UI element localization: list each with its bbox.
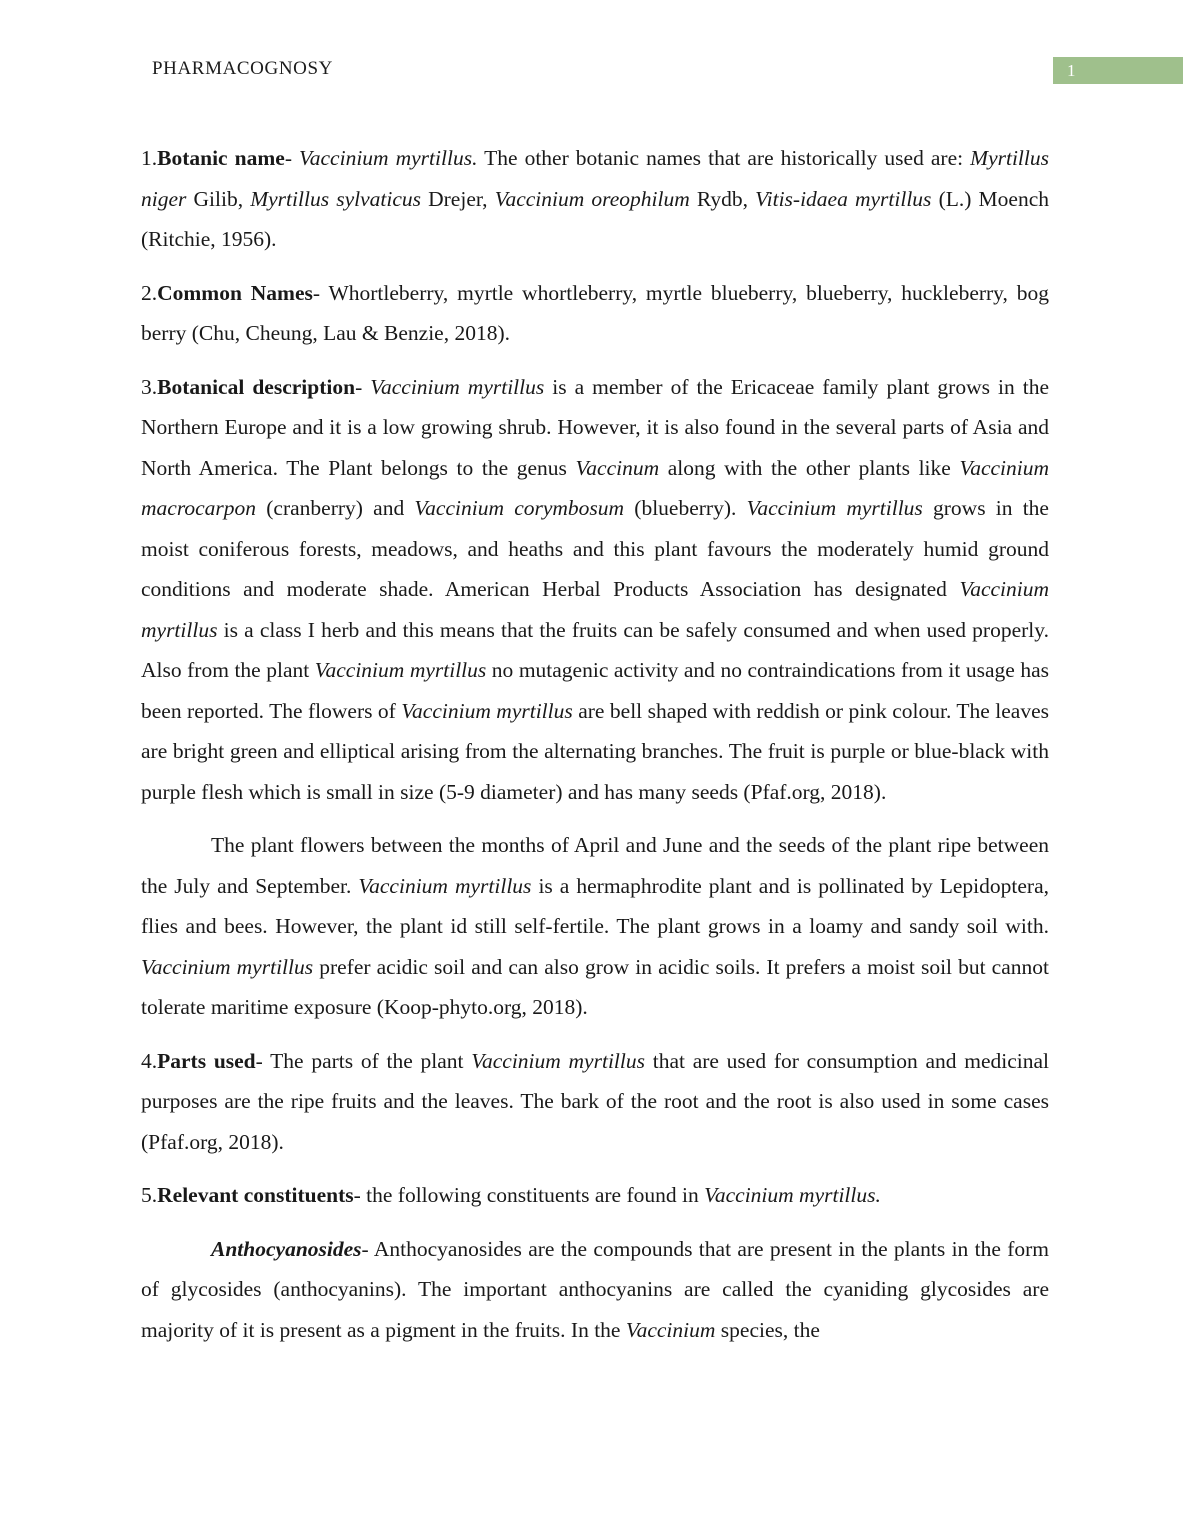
text-run: no mutagenic activity and no contraindications from it usage has been reported. The flowers of [141,658,1049,723]
text-run-i: Vaccinium myrtillus. [704,1183,881,1207]
text-run-i: Vaccinium oreophilum [494,186,690,211]
text-run-i: Myrtillus sylvaticus [250,186,421,211]
text-run-i: Vaccinium [625,1317,716,1342]
text-run-b: Botanical description [157,374,356,399]
paragraph [141,1229,1049,1351]
page-number: 1 [1067,61,1076,80]
paragraph [141,1175,1049,1216]
paragraph [141,367,1049,813]
text-run-i: Vaccinium myrtillus [471,1048,645,1073]
header-title: PHARMACOGNOSY [152,58,333,79]
text-run-bi: Anthocyanosides [211,1236,362,1261]
paragraph [141,825,1049,1028]
text-run: (L.) Moench (Ritchie, 1956). [141,186,1049,251]
text-run: grows in the moist coniferous forests, meadows, and heaths and this plant favours the moderately humid ground conditions and moderate shade. American Herbal Products Association has designated [141,496,1049,601]
text-run: 4. [141,1048,158,1073]
text-run-i: Vaccinium macrocarpon [141,455,1049,520]
paragraph [141,1041,1049,1163]
text-run: - [355,374,371,399]
paragraph [141,138,1049,260]
text-run-i: Myrtillus niger [141,146,1049,211]
text-run: 1. [141,146,158,170]
text-run: that are used for consumption and medicinal purposes are the ripe fruits and the leaves. The bark of the root and the root is also used in some cases (Pfaf.org, 2018). [141,1048,1050,1154]
text-run: prefer acidic soil and can also grow in acidic soils. It prefers a moist soil but cannot tolerate maritime exposure (Koop-phyto.org, 2018). [141,954,1049,1019]
text-run: Rydb, [689,186,756,211]
text-run: are bell shaped with reddish or pink colour. The leaves are bright green and elliptical arising from the alternating branches. The fruit is purple or blue-black with purple flesh which is small in size (5-9 diameter) and has many seeds (Pfaf.org, 2018). [141,698,1049,804]
text-run: (cranberry) and [256,496,415,520]
paragraph [141,273,1049,354]
text-run: 2. [141,280,158,305]
text-run: is a hermaphrodite plant and is pollinated by Lepidoptera, flies and bees. However, the plant id still self-fertile. The plant grows in a loamy and sandy soil with. [141,873,1049,938]
text-run-i: Vaccinium corymbosum [414,496,625,520]
text-run: The other botanic names that are historically used are: [477,146,971,170]
text-run-i: Vaccinum [575,455,660,480]
text-run-i: Vaccinium myrtillus [370,374,545,399]
text-run: species, the [715,1317,820,1342]
text-run-i: Vaccinium myrtillus [746,496,923,520]
text-run: is a class I herb and this means that the fruits can be safely consumed and when used properly. Also from the plant [141,617,1049,682]
text-run-i: Vaccinium myrtillus [401,698,573,723]
document-body [141,138,1049,1363]
text-run-i: Vaccinium myrtillus. [299,146,478,170]
page-number-badge [1053,57,1183,84]
text-run: - [284,146,300,170]
text-run-i: Vaccinium myrtillus [314,658,487,682]
text-run: Gilib, [186,186,251,211]
text-run: - Anthocyanosides are the compounds that are present in the plants in the form of glycosides (anthocyanins). The important anthocyanins are called the cyaniding glycosides are majority of it is present as a pigment in the fruits. In the [141,1236,1049,1342]
text-run-b: Botanic name [157,146,285,170]
text-run-b: Parts used [157,1048,256,1073]
text-run: - Whortleberry, myrtle whortleberry, myrtle blueberry, blueberry, huckleberry, bog berry (Chu, Cheung, Lau & Benzie, 2018). [141,280,1049,345]
text-run: along with the other plants like [659,455,960,480]
text-run: Drejer, [420,186,495,211]
text-run-i: Vaccinium myrtillus [358,873,532,898]
text-run: - The parts of the plant [255,1048,472,1073]
text-run-b: Relevant constituents [157,1183,354,1207]
text-run-i: Vaccinium myrtillus [141,577,1049,642]
text-run-i: Vitis-idaea myrtillus [755,186,932,211]
text-run-b: Common Names [157,280,313,305]
text-run: 5. [141,1183,158,1207]
text-run-i: Vaccinium myrtillus [141,954,314,979]
text-run: - the following constituents are found in [353,1183,705,1207]
text-run: (blueberry). [624,496,747,520]
text-run: 3. [141,374,158,399]
text-run: The plant flowers between the months of April and June and the seeds of the plant ripe between the July and September. [141,833,1049,898]
text-run: is a member of the Ericaceae family plant grows in the Northern Europe and it is a low growing shrub. However, it is also found in the several parts of Asia and North America. The Plant belongs to the genus [141,374,1049,480]
